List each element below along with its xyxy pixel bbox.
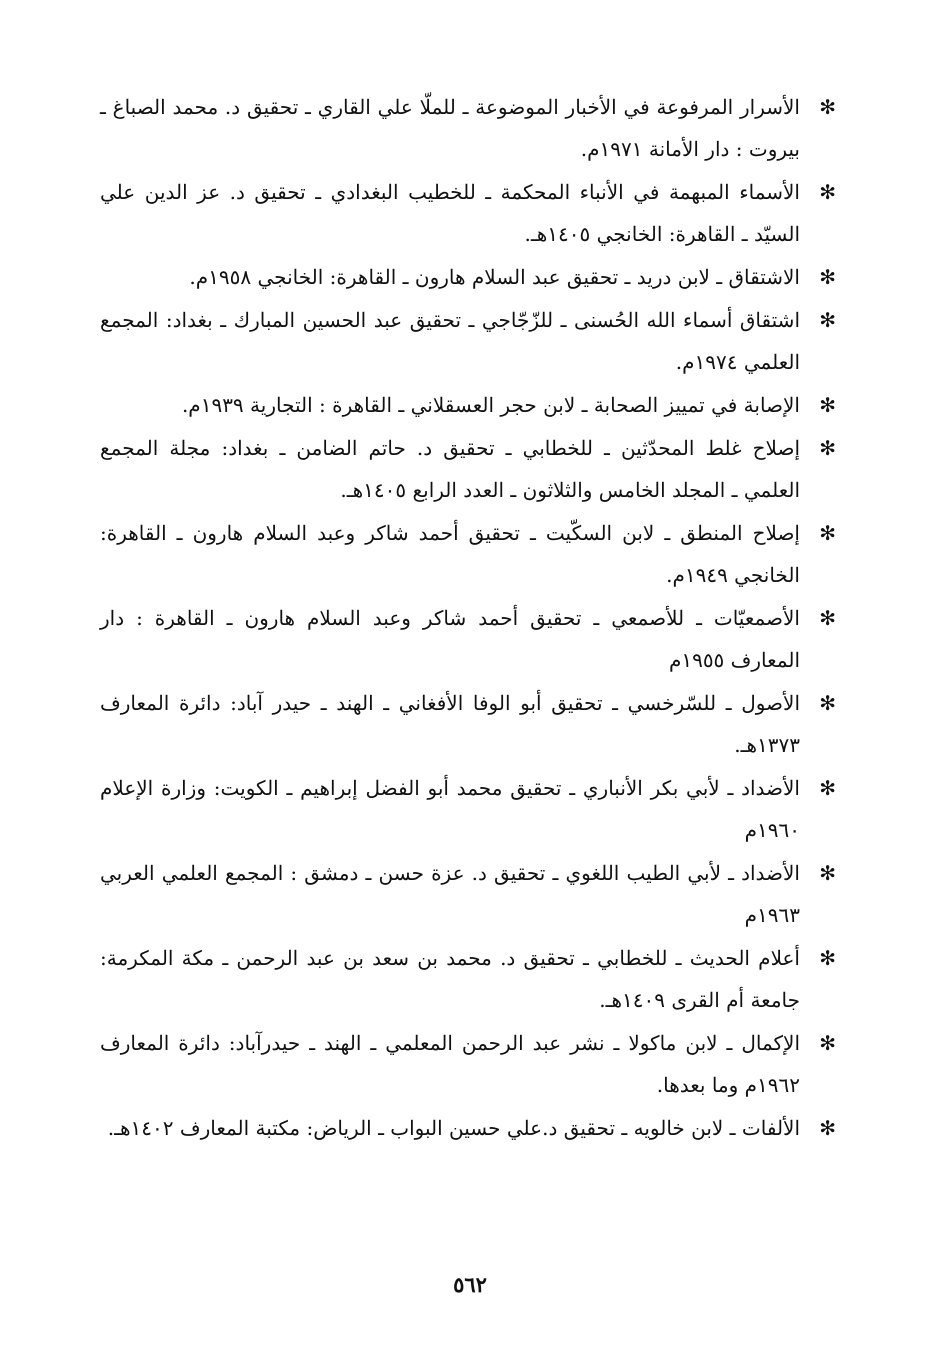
page-number: ٥٦٢ [453,1272,487,1297]
asterisk-bullet-icon: ✻ [819,861,836,885]
asterisk-bullet-icon: ✻ [819,308,836,332]
bibliography-entry [100,937,836,1021]
entry-text: الاشتقاق ـ لابن دريد ـ تحقيق عبد السلام هارون ـ القاهرة: الخانجي ١٩٥٨م. [189,265,800,289]
asterisk-bullet-icon: ✻ [819,180,836,204]
bibliography-entry [100,597,836,681]
entry-text: الأسرار المرفوعة في الأخبار الموضوعة ـ للملّا علي القاري ـ تحقيق د. محمد الصباغ ـ بيروت : دار الأمانة ١٩٧١م. [100,95,800,161]
entry-text: الأضداد ـ لأبي بكر الأنباري ـ تحقيق محمد أبو الفضل إبراهيم ـ الكويت: وزارة الإعلام ١٩٦٠م [100,776,800,842]
bibliography-entry [100,256,836,298]
entry-text: الإصابة في تمييز الصحابة ـ لابن حجر العسقلاني ـ القاهرة : التجارية ١٩٣٩م. [181,393,800,417]
asterisk-bullet-icon: ✻ [819,1116,836,1140]
bibliography-entry [100,427,836,511]
entry-text: الأسماء المبهمة في الأنباء المحكمة ـ للخطيب البغدادي ـ تحقيق د. عز الدين علي السيّد ـ القاهرة: الخانجي ١٤٠٥هـ. [100,180,800,246]
entry-text: الأضداد ـ لأبي الطيب اللغوي ـ تحقيق د. عزة حسن ـ دمشق : المجمع العلمي العربي ١٩٦٣م [100,861,800,927]
bibliography-entry [100,384,836,426]
bibliography-entry [100,1107,836,1149]
asterisk-bullet-icon: ✻ [819,691,836,715]
entry-text: إصلاح المنطق ـ لابن السكّيت ـ تحقيق أحمد شاكر وعبد السلام هارون ـ القاهرة: الخانجي ١٩٤٩م. [100,521,800,587]
entry-text: اشتقاق أسماء الله الحُسنى ـ للزّجّاجي ـ تحقيق عبد الحسين المبارك ـ بغداد: المجمع العلمي ١٩٧٤م. [100,308,800,374]
entry-text: الإكمال ـ لابن ماكولا ـ نشر عبد الرحمن المعلمي ـ الهند ـ حيدرآباد: دائرة المعارف ١٩٦٢م وما بعدها. [100,1031,800,1097]
bibliography-entry [100,852,836,936]
entry-text: الألفات ـ لابن خالويه ـ تحقيق د.علي حسين البواب ـ الرياض: مكتبة المعارف ١٤٠٢هـ. [107,1116,800,1140]
entry-text: أعلام الحديث ـ للخطابي ـ تحقيق د. محمد بن سعد بن عبد الرحمن ـ مكة المكرمة: جامعة أم القرى ١٤٠٩هـ. [100,946,800,1012]
bibliography-list [100,86,836,1150]
asterisk-bullet-icon: ✻ [819,265,836,289]
asterisk-bullet-icon: ✻ [819,393,836,417]
entry-text: الأصمعيّات ـ للأصمعي ـ تحقيق أحمد شاكر وعبد السلام هارون ـ القاهرة : دار المعارف ١٩٥٥م [100,606,800,672]
asterisk-bullet-icon: ✻ [819,95,836,119]
entry-text: إصلاح غلط المحدّثين ـ للخطابي ـ تحقيق د. حاتم الضامن ـ بغداد: مجلة المجمع العلمي ـ المجلد الخامس والثلاثون ـ العدد الرابع ١٤٠٥هـ. [100,436,800,502]
bibliography-entry [100,512,836,596]
entry-text: الأصول ـ للسّرخسي ـ تحقيق أبو الوفا الأفغاني ـ الهند ـ حيدر آباد: دائرة المعارف ١٣٧٣هـ. [100,691,800,757]
bibliography-entry [100,767,836,851]
bibliography-entry [100,86,836,170]
asterisk-bullet-icon: ✻ [819,1031,836,1055]
bibliography-entry [100,171,836,255]
bibliography-entry [100,299,836,383]
asterisk-bullet-icon: ✻ [819,776,836,800]
asterisk-bullet-icon: ✻ [819,521,836,545]
asterisk-bullet-icon: ✻ [819,946,836,970]
bibliography-entry [100,1022,836,1106]
asterisk-bullet-icon: ✻ [819,436,836,460]
bibliography-entry [100,682,836,766]
asterisk-bullet-icon: ✻ [819,606,836,630]
